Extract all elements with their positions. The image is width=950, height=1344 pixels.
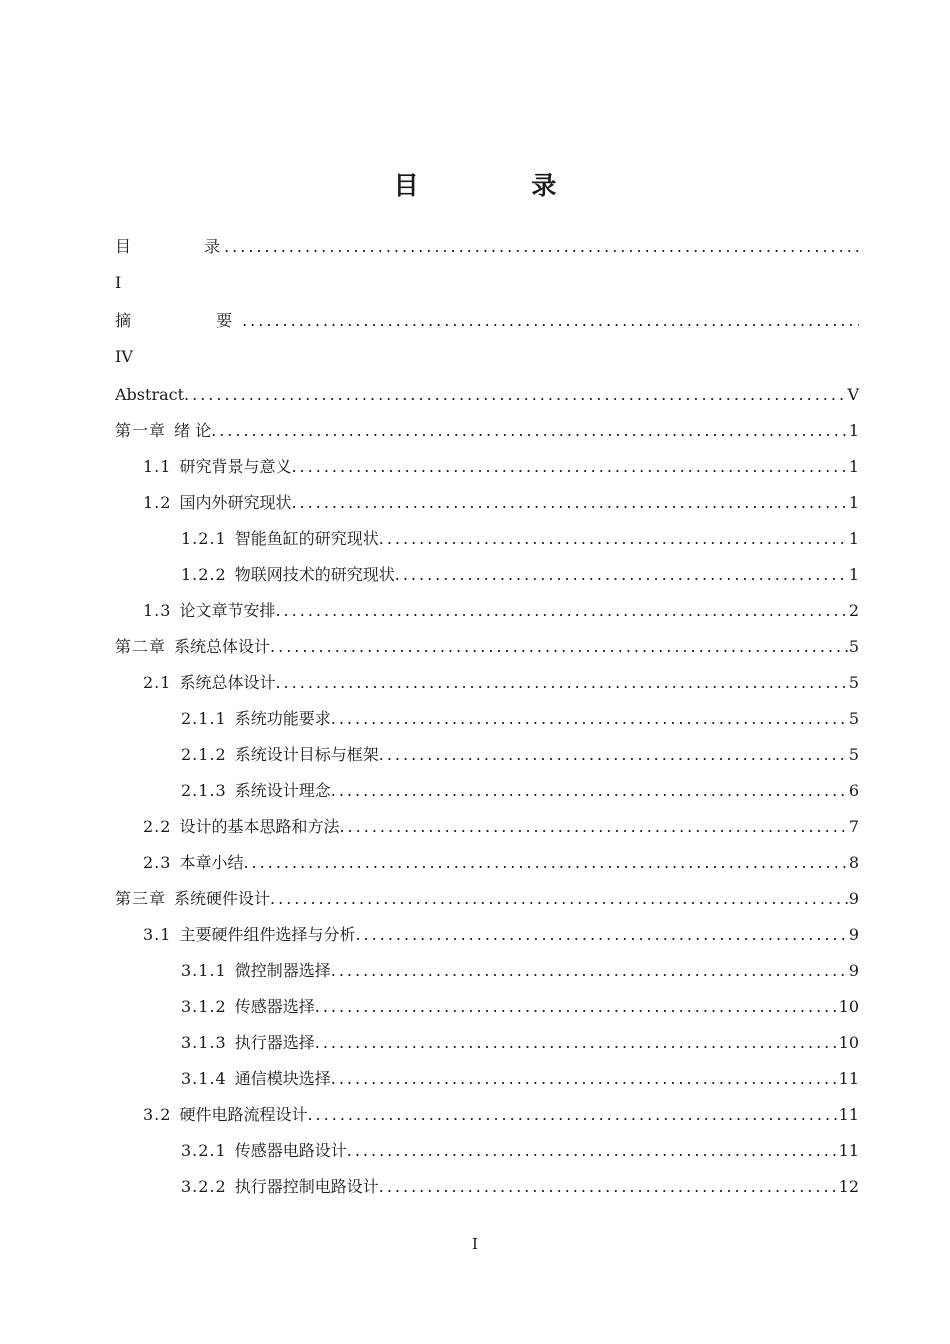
- toc-leader: [275, 593, 848, 629]
- toc-entry-page: 1: [848, 493, 859, 512]
- toc-entry-title: 目 录: [115, 229, 254, 265]
- toc-leader: [331, 953, 849, 989]
- toc-entry-title: 3.1 主要硬件组件选择与分析: [143, 917, 355, 953]
- toc-entry-section[interactable]: [115, 485, 859, 521]
- toc-leader: [379, 737, 849, 773]
- toc-entry-title: 3.1.2 传感器选择: [181, 989, 315, 1025]
- toc-entry-title: 1.1 研究背景与意义: [143, 449, 291, 485]
- toc-leader: [379, 521, 849, 557]
- toc-leader: [275, 665, 848, 701]
- toc-entry-title: 3.2.2 执行器控制电路设计: [181, 1169, 379, 1205]
- toc-entry-title: 2.1.3 系统设计理念: [181, 773, 331, 809]
- toc-entry-subsection[interactable]: [115, 1025, 859, 1061]
- toc-entry-subsection[interactable]: [115, 557, 859, 593]
- toc-leader: [331, 701, 849, 737]
- toc-entry-subsection[interactable]: [115, 737, 859, 773]
- toc-entry-page: 11: [838, 1141, 859, 1160]
- toc-entry-page: 7: [848, 817, 859, 836]
- toc-entry-title: 3.2 硬件电路流程设计: [143, 1097, 307, 1133]
- toc-entry-title: 第三章 系统硬件设计: [115, 881, 270, 917]
- toc-entry-contents[interactable]: [115, 229, 859, 265]
- toc-leader: [315, 1025, 839, 1061]
- toc-entry-section[interactable]: [115, 665, 859, 701]
- toc-leader: [347, 1133, 839, 1169]
- toc-leader: [224, 229, 859, 265]
- toc-entry-page: 11: [838, 1069, 859, 1088]
- toc-entry-subsection[interactable]: [115, 701, 859, 737]
- toc-entry-title: 2.2 设计的基本思路和方法: [143, 809, 339, 845]
- toc-leader: [211, 413, 849, 449]
- toc-entry-title: 1.2.2 物联网技术的研究现状: [181, 557, 395, 593]
- toc-entry-title: 3.1.3 执行器选择: [181, 1025, 315, 1061]
- toc-entry-subsection[interactable]: [115, 1169, 859, 1205]
- toc-entry-chapter[interactable]: [115, 629, 859, 665]
- toc-leader: [291, 485, 848, 521]
- toc-entry-title: 2.3 本章小结: [143, 845, 243, 881]
- toc-leader: [243, 845, 848, 881]
- toc-entry-page: V: [847, 385, 859, 404]
- toc-leader: [331, 1061, 839, 1097]
- toc-entry-title: 3.1.4 通信模块选择: [181, 1061, 331, 1097]
- toc-entry-subsection[interactable]: [115, 1061, 859, 1097]
- toc-entry-abstract-en[interactable]: [115, 377, 859, 413]
- toc-entry-page: IV: [115, 347, 133, 366]
- table-of-contents: [115, 229, 859, 1205]
- toc-entry-page: 10: [838, 1033, 859, 1052]
- toc-leader: [270, 881, 849, 917]
- toc-entry-chapter[interactable]: [115, 413, 859, 449]
- toc-entry-page: 1: [848, 529, 859, 548]
- toc-entry-subsection[interactable]: [115, 521, 859, 557]
- toc-entry-page: 5: [848, 709, 859, 728]
- toc-entry-page: 9: [848, 925, 859, 944]
- toc-entry-page: 2: [848, 601, 859, 620]
- toc-entry-page: 9: [848, 961, 859, 980]
- toc-entry-section[interactable]: [115, 593, 859, 629]
- toc-entry-section[interactable]: [115, 1097, 859, 1133]
- toc-entry-title: 2.1 系统总体设计: [143, 665, 275, 701]
- toc-leader: [379, 1169, 839, 1205]
- toc-entry-title: 摘 要: [115, 303, 272, 339]
- page-title: 目 录: [393, 171, 609, 200]
- toc-entry-page: 1: [848, 565, 859, 584]
- toc-entry-subsection[interactable]: [115, 989, 859, 1025]
- toc-entry-section[interactable]: [115, 449, 859, 485]
- toc-entry-page: 5: [848, 745, 859, 764]
- toc-entry-title: 第一章 绪 论: [115, 413, 211, 449]
- toc-entry-title: Abstract: [115, 377, 184, 413]
- toc-entry-page: 12: [838, 1177, 859, 1196]
- toc-entry-subsection[interactable]: [115, 1133, 859, 1169]
- toc-entry-page: 5: [848, 637, 859, 656]
- toc-leader: [395, 557, 849, 593]
- toc-entry-title: 3.1.1 微控制器选择: [181, 953, 331, 989]
- toc-entry-page: 1: [848, 421, 859, 440]
- toc-entry-page: 6: [848, 781, 859, 800]
- toc-leader: [307, 1097, 838, 1133]
- toc-leader: [242, 303, 859, 339]
- toc-leader: [184, 377, 847, 413]
- toc-leader: [315, 989, 839, 1025]
- toc-entry-section[interactable]: [115, 917, 859, 953]
- toc-entry-title: 2.1.2 系统设计目标与框架: [181, 737, 379, 773]
- toc-entry-page: I: [115, 273, 122, 292]
- toc-leader: [291, 449, 848, 485]
- toc-entry-page: 1: [848, 457, 859, 476]
- toc-leader: [270, 629, 849, 665]
- toc-entry-title: 3.2.1 传感器电路设计: [181, 1133, 347, 1169]
- toc-entry-subsection[interactable]: [115, 773, 859, 809]
- toc-leader: [331, 773, 849, 809]
- toc-entry-title: 1.2 国内外研究现状: [143, 485, 291, 521]
- toc-entry-section[interactable]: [115, 845, 859, 881]
- toc-entry-page: 8: [848, 853, 859, 872]
- toc-entry-page: 9: [848, 889, 859, 908]
- toc-entry-title: 第二章 系统总体设计: [115, 629, 270, 665]
- toc-entry-abstract-cn[interactable]: [115, 303, 859, 339]
- toc-entry-page: 10: [838, 997, 859, 1016]
- toc-entry-title: 1.3 论文章节安排: [143, 593, 275, 629]
- toc-entry-chapter[interactable]: [115, 881, 859, 917]
- toc-entry-section[interactable]: [115, 809, 859, 845]
- toc-entry-title: 2.1.1 系统功能要求: [181, 701, 331, 737]
- toc-leader: [355, 917, 848, 953]
- toc-entry-title: 1.2.1 智能鱼缸的研究现状: [181, 521, 379, 557]
- page-number: I: [472, 1235, 478, 1253]
- toc-entry-subsection[interactable]: [115, 953, 859, 989]
- toc-leader: [339, 809, 848, 845]
- toc-entry-page: 11: [838, 1105, 859, 1124]
- toc-entry-page: 5: [848, 673, 859, 692]
